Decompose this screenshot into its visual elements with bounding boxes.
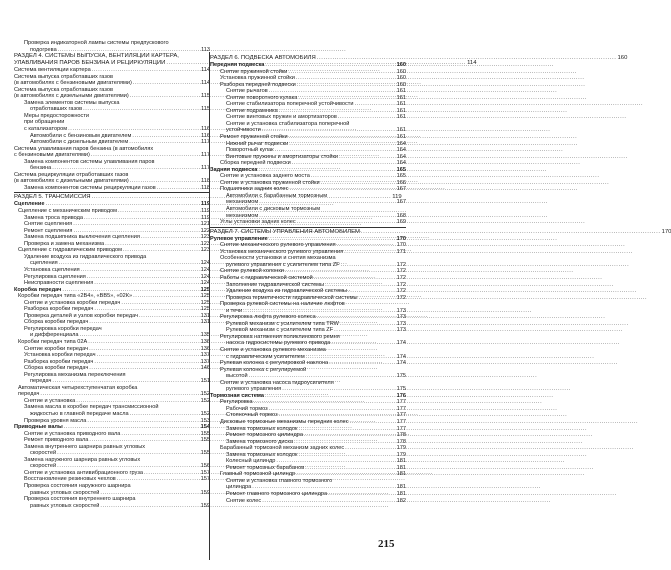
toc-entry-title: с гидравлическим усилителем (226, 353, 305, 360)
toc-entry-page: 172 (396, 261, 406, 268)
toc-entry-page: 131 (200, 319, 210, 326)
toc-entry-title: Замена тормозного диска (226, 438, 294, 445)
toc-entry-page: 172 (396, 281, 406, 288)
toc-entry-page: 124 (200, 260, 210, 267)
toc-entry-page: 117 (201, 152, 210, 159)
toc-entry-title: Ремонт тормозного цилиндра (226, 432, 304, 439)
toc-entry-page: 164 (396, 147, 406, 154)
dot-leader (317, 55, 617, 62)
toc-entry-page: 161 (396, 107, 406, 114)
toc-entry-title: (в автомобилях с бензиновыми двигателями) (14, 80, 132, 87)
toc-entry-title: Разборка коробки передач (24, 358, 94, 365)
toc-entry-title: Ремонт приводного вала (24, 437, 89, 444)
toc-entry-page: 161 (396, 94, 406, 101)
toc-entry-title: Ремонт тормозных барабанов (226, 464, 305, 471)
toc-entry-title: Работы с гидравлической системой (220, 274, 313, 281)
toc-entry-title: Автомобили с бензиновым двигателем (30, 132, 132, 139)
toc-entry-page: 172 (396, 288, 406, 295)
toc-entry-title: Снятие винтовых пружин и амортизаторов (226, 114, 337, 121)
toc-entry-page: 115 (201, 93, 210, 100)
toc-entry-page: 165 (396, 173, 406, 180)
toc-entry-page: 125 (200, 299, 210, 306)
toc-entry-title: Замена подшипника выключения сцепления (24, 234, 140, 241)
toc-entry-title: Снятие и установка насоса гидроусилителя (220, 379, 334, 386)
toc-entry-title: Снятие рычагов (226, 88, 268, 95)
toc-entry-page: 116 (201, 132, 210, 139)
toc-entry-title: Замена элементов системы выпуска (24, 99, 120, 106)
toc-entry-title: Снятие и установка пружинной стойки (220, 179, 320, 186)
toc-entry-title: Снятие колес (226, 497, 262, 504)
dot-leader (297, 219, 395, 226)
toc-entry-title: Снятие и установка (24, 397, 76, 404)
toc-entry-page: 124 (200, 266, 210, 273)
toc-entry-page: 159 (200, 502, 210, 509)
toc-entry-page: 136 (200, 338, 210, 345)
toc-entry-page: 119 (201, 214, 210, 221)
toc-entry-page: 114 (467, 60, 477, 67)
toc-entry-title: Коробки передач типа «2В4», «BB5», «02К» (18, 293, 133, 300)
toc-entry-page: 114 (201, 67, 210, 74)
toc-entry-title: (в автомобилях с дизельными двигателями) (14, 178, 129, 185)
toc-entry-title: Ремонт сцепления (24, 227, 73, 234)
toc-entry-title: подогрева (30, 46, 57, 53)
toc-entry-title: Система выпуска отработавших газов (14, 86, 113, 93)
toc-entry-page: 155 (200, 450, 210, 457)
toc-entry-title: высотой (226, 373, 248, 380)
toc-entry-page: 154 (200, 424, 210, 431)
toc-entry-title: Рулевая колонка с регулируемой (220, 366, 307, 373)
toc-entry-title: Снятие коробки передач (24, 345, 89, 352)
toc-entry-page: 116 (201, 126, 210, 133)
toc-entry-title: Дисковые тормозные механизмы передних колес (220, 418, 349, 425)
toc-entry-page: 170 (661, 228, 671, 235)
toc-entry-title: скоростей (30, 450, 57, 457)
toc-entry-title: Автоматическая четырехступенчатая коробка (18, 384, 138, 391)
toc-entry-page: 160 (617, 55, 628, 61)
toc-entry-page: 157 (200, 469, 210, 476)
toc-entry-page: 123 (200, 247, 210, 254)
toc-entry-title: Замена тормозных колодок (226, 425, 298, 432)
toc-entry-title: Поворотный кулак (226, 147, 274, 154)
toc-entry-page: 123 (200, 234, 210, 241)
toc-entry-page: 181 (396, 484, 406, 491)
toc-entry-page: 157 (200, 476, 210, 483)
toc-entry-page: 165 (396, 166, 406, 173)
toc-entry-title: Установка механического рулевого управления (220, 248, 344, 255)
toc-entry-page: 174 (396, 353, 406, 360)
toc-entry-title: Снятие и установка коробки передач (24, 299, 121, 306)
toc-entry-title: РАЗДЕЛ 6. ПОДВЕСКА АВТОМОБИЛЯ (210, 55, 316, 61)
toc-entry-page: 167 (396, 199, 406, 206)
toc-entry-title: Регулировка люфта рулевого колеса (220, 314, 316, 321)
toc-entry-title: рулевого управления с усилителем типа ZF (226, 261, 340, 268)
toc-entry-title: Регулировка коробки передач (24, 325, 102, 332)
dot-leader (133, 80, 199, 87)
toc-entry-title: жидкостью в главной передаче масла (30, 410, 129, 417)
toc-entry-page: 115 (201, 106, 210, 113)
toc-entry-page: 161 (396, 101, 406, 108)
toc-entry-page: 114 (201, 80, 210, 87)
toc-entry-page: 152 (200, 410, 210, 417)
toc-entry-page: 181 (396, 471, 406, 478)
toc-section-heading (210, 227, 671, 236)
dot-leader (83, 106, 199, 113)
toc-entry-title: Система рециркуляции отработавших газов (14, 171, 129, 178)
toc-entry-page: 135 (200, 332, 210, 339)
dot-leader (331, 340, 395, 347)
toc-entry-title: Снятие и установка приводного вала (24, 430, 121, 437)
toc-entry-title: Рулевая колонка с регулировкой наклона (220, 360, 329, 367)
toc-entry-title: Коробки передач типа 02А (18, 338, 88, 345)
toc-entry-page: 173 (396, 314, 406, 321)
toc-entry-page: 177 (396, 405, 406, 412)
toc-entry-title: Снятие механического рулевого управления (220, 242, 336, 249)
dot-leader (130, 93, 199, 100)
toc-entry-page: 160 (396, 62, 406, 68)
toc-entry-title: передач (18, 391, 40, 398)
page-number: 215 (378, 538, 395, 550)
toc-entry-title: Главный тормозной цилиндр (220, 471, 296, 478)
toc-entry-page: 125 (200, 306, 210, 313)
toc-entry-page: 174 (396, 360, 406, 367)
toc-entry-title: Снятие сцепления (24, 221, 73, 228)
toc-entry-page: 160 (396, 81, 406, 88)
toc-entry-title: Снятие и установка главного тормозного (226, 477, 333, 484)
toc-entry (210, 219, 406, 226)
toc-entry-title: (в автомобилях с дизельными двигателями) (14, 93, 129, 100)
toc-entry-title: Удаление воздуха из гидравлического привода (24, 253, 147, 260)
toc-entry-page: 178 (396, 432, 406, 439)
toc-entry-title: Автомобили с барабанным тормозным (226, 192, 328, 199)
toc-entry-page: 161 (396, 134, 406, 141)
toc-entry-title: Установка пружинной стойки (220, 75, 295, 82)
toc-entry-title: Снятие пружинной стойки (220, 68, 288, 75)
toc-entry-title: Рулевой механизм с усилителем типа TRW (226, 320, 339, 327)
toc-entry-title: при обращении (24, 119, 65, 126)
toc-entry-page: 119 (392, 194, 402, 201)
toc-entry-title: Нижний рычаг подвески (226, 140, 289, 147)
toc-entry-page: 171 (396, 248, 406, 255)
toc-entry-page: 118 (201, 178, 210, 185)
toc-entry-title: Проверка деталей и узлов коробки передач (24, 312, 138, 319)
dot-leader (262, 498, 395, 505)
toc-entry-page: 177 (396, 412, 406, 419)
toc-entry-page: 151 (200, 378, 210, 385)
toc-entry-title: с катализатором (24, 126, 68, 133)
toc-entry-title: равных угловых скоростей (30, 489, 100, 496)
toc-entry-title: Регулировка (220, 399, 253, 406)
toc-entry-title: Проверка уровня масла (24, 417, 87, 424)
dot-leader (361, 229, 661, 236)
toc-entry-page: 174 (396, 340, 406, 347)
toc-entry-title: Сцепление (14, 201, 45, 208)
dot-leader (334, 327, 395, 334)
toc-entry-title: равных угловых скоростей (30, 502, 100, 509)
toc-entry-page: 164 (396, 160, 406, 167)
toc-entry-page: 123 (200, 240, 210, 247)
toc-entry-title: механизмом (226, 199, 259, 206)
toc-entry-title: Система вентиляции картера (14, 67, 91, 74)
toc-entry-title: Система выпуска отработавших газов (14, 73, 113, 80)
toc-entry-page: 161 (396, 114, 406, 121)
toc-entry-title: Автомобили с дисковым тормозным (226, 206, 321, 213)
dot-leader (329, 360, 395, 367)
toc-entry-title: бензина (30, 165, 52, 172)
toc-entry-title: Винтовые пружины и амортизаторы стойки (226, 153, 339, 160)
toc-entry-title: Замена компонентов системы рециркуляции газов (24, 184, 156, 191)
toc-entry-page: 122 (200, 227, 210, 234)
toc-entry-page: 172 (396, 268, 406, 275)
toc-entry-page: 119 (201, 208, 210, 215)
toc-entry-page: 179 (396, 445, 406, 452)
toc-entry-title: Рабочий тормоз (226, 405, 268, 412)
toc-entry-title: Снятие рулевой колонки (220, 268, 284, 275)
toc-entry-title: Рулевое управление (210, 235, 268, 242)
toc-entry-title: Автомобили с дизельным двигателем (30, 139, 129, 146)
toc-entry-page: 137 (200, 352, 210, 359)
toc-entry-title: сцепления (30, 260, 58, 267)
toc-entry-title: Снятие стабилизатора поперечной устойчивости (226, 101, 354, 108)
toc-section-heading (14, 53, 210, 60)
toc-entry-title: Сцепление с гидравлическим приводом (18, 247, 122, 254)
toc-entry-page: 179 (396, 451, 406, 458)
toc-entry-page: 167 (396, 186, 406, 193)
toc-entry-page: 146 (200, 365, 210, 372)
toc-entry-title: Замена внутреннего шарнира равных угловых (24, 443, 146, 450)
toc-entry-title: Передняя подвеска (210, 62, 265, 68)
toc-entry-title: Проверка герметичности гидравлической системы (226, 294, 358, 301)
toc-entry-page: 177 (396, 418, 406, 425)
toc-entry-title: рулевого управления (226, 386, 282, 393)
toc-entry-title: передач (30, 378, 52, 385)
toc-entry-title: Неисправности сцепления (24, 280, 94, 287)
toc-entry-title: РАЗДЕЛ 4. СИСТЕМЫ ВЫПУСКА, ВЕНТИЛЯЦИИ КАРТЕРА, (14, 53, 179, 60)
toc-entry-page: 159 (200, 489, 210, 496)
toc-entry-page: 175 (396, 386, 406, 393)
toc-entry-title: скоростей (30, 463, 57, 470)
toc-entry-page: 160 (396, 68, 406, 75)
toc-entry-page: 172 (396, 294, 406, 301)
dot-leader (359, 295, 395, 302)
toc-entry-page: 117 (201, 139, 210, 146)
toc-entry (14, 503, 210, 510)
toc-entry-title: Снятие поворотного кулака (226, 94, 298, 101)
toc-entry-page: 182 (396, 497, 406, 504)
toc-entry-page: 181 (396, 491, 406, 497)
toc-entry-page: 118 (201, 184, 210, 191)
toc-entry-title: Приводные валы (14, 424, 63, 431)
toc-entry-page: 113 (201, 46, 210, 53)
toc-entry-title: Ремонт главного тормозного цилиндра (226, 491, 328, 497)
toc-entry-title: Особенности установки и снятия механизма (220, 255, 336, 262)
toc-entry-page: 137 (200, 358, 210, 365)
toc-entry-page: 136 (200, 345, 210, 352)
toc-entry-page: 156 (200, 463, 210, 470)
toc-entry-page: 119 (200, 201, 210, 208)
toc-entry-title: Ремонт пружинной стойки (220, 134, 288, 141)
toc-entry-title: отработавших газов (30, 106, 83, 113)
toc-entry-title: Снятие и установка стабилизатора поперечной (226, 120, 350, 127)
toc-entry-title: Меры предосторожности (24, 112, 90, 119)
toc-entry-title: Сборка коробки передач (24, 365, 89, 372)
toc-entry-page: 166 (396, 179, 406, 186)
toc-entry-page: 164 (396, 153, 406, 160)
toc-entry-title: Проверка рулевой системы на наличие люфтов (220, 301, 345, 308)
toc-entry-page: 124 (200, 280, 210, 287)
toc-entry-title: Разборка передней подвески (220, 81, 296, 88)
toc-entry (210, 498, 406, 505)
toc-entry-title: Система улавливания паров бензина (в автомобилях (14, 145, 154, 152)
toc-entry-title: Тормозная система (210, 392, 264, 399)
toc-entry-title: Проверка состояния внутреннего шарнира (24, 496, 136, 503)
toc-entry-title: Снятие и установка антивибрационного груза (24, 469, 144, 476)
toc-entry-title: РАЗДЕЛ 7. СИСТЕМЫ УПРАВЛЕНИЯ АВТОМОБИЛЕМ (210, 228, 360, 235)
toc-entry-title: Стояночный тормоз (226, 412, 278, 419)
toc-entry-title: Задняя подвеска (210, 166, 258, 173)
toc-entry-page: 161 (396, 88, 406, 95)
toc-entry-page: 160 (396, 75, 406, 82)
toc-entry-title: Колесный цилиндр (226, 458, 276, 465)
toc-entry-page: 177 (396, 425, 406, 432)
toc-entry-page: 155 (200, 430, 210, 437)
toc-entry (14, 185, 210, 192)
toc-entry-title: УЛАВЛИВАНИЯ ПАРОВ БЕНЗИНА И РЕЦИРКУЛЯЦИИ (14, 60, 166, 67)
toc-entry-title: Регулировка сцепления (24, 273, 86, 280)
toc-entry-page: 173 (396, 320, 406, 327)
toc-entry-title: Снятие подрамника (226, 107, 278, 114)
dot-leader (100, 503, 199, 510)
toc-entry-title: и дифференциала (30, 332, 79, 339)
toc-entry-title: Замена троса привода (24, 214, 83, 221)
toc-entry-page: 181 (396, 458, 406, 465)
toc-entry-page: 131 (200, 312, 210, 319)
toc-entry-title: цилиндра (226, 484, 252, 491)
toc-entry-title: устойчивости (226, 127, 261, 134)
toc-entry-title: Снятие и установка заднего моста (220, 173, 310, 180)
toc-entry-title: Замена компонентов системы улавливания паров (24, 158, 155, 165)
toc-entry-page: 177 (396, 399, 406, 406)
toc-entry-page: 125 (200, 286, 210, 293)
toc-entry-page: 173 (396, 307, 406, 314)
toc-entry-title: Барабанный тормозной механизм задних колес (220, 445, 345, 452)
toc-entry-page: 121 (200, 221, 210, 228)
toc-entry-page: 176 (396, 392, 406, 399)
toc-entry-page: 155 (200, 437, 210, 444)
toc-entry-title: Снятие и установка рулевого механизма (220, 346, 326, 353)
toc-entry-page: 175 (396, 373, 406, 380)
toc-entry-title: Сборка передней подвески (220, 160, 291, 167)
toc-entry-title: и течи (226, 307, 243, 314)
toc-entry-page: 124 (200, 273, 210, 280)
toc-entry-title: Подшипники задних колес (220, 186, 289, 193)
dot-leader (89, 319, 199, 326)
toc-entry-title: Проверка состояния наружного шарнира (24, 483, 131, 489)
toc-entry-title: Углы установки задних колес (220, 219, 296, 226)
toc-entry-title: Установка сцепления (24, 266, 80, 273)
toc-section-heading (210, 55, 628, 62)
toc-entry-title: Замена наружного шарнира равных угловых (24, 456, 141, 463)
toc-entry-page: 178 (396, 438, 406, 445)
toc-entry-title: Замена тормозных колодок (226, 451, 298, 458)
toc-entry-title: Восстановление резиновых чехлов (24, 476, 116, 483)
toc-entry-title: Разборка коробки передач (24, 306, 94, 313)
toc-entry-title: Заполнение гидравлической системы (226, 281, 325, 288)
dot-leader (344, 249, 395, 256)
toc-entry-title: Сцепление с механическим приводом (18, 208, 117, 215)
toc-entry-page: 161 (396, 127, 406, 134)
toc-entry-page: 117 (201, 165, 210, 172)
toc-entry-page: 170 (396, 235, 406, 242)
toc-entry-title: Коробка передач (14, 286, 62, 293)
toc-entry-page: 172 (396, 274, 406, 281)
toc-entry-title: насоса гидросистемы рулевого привода (226, 340, 331, 347)
toc-entry-page: 168 (396, 212, 406, 219)
toc-entry-page: 173 (396, 327, 406, 334)
toc-entry-title: Проверка и замена механизма (24, 240, 105, 247)
toc-entry-page: 181 (396, 464, 406, 471)
toc-entry-title: Проверка индикаторной лампы системы предпускового (24, 40, 169, 46)
toc-entry-title: Рулевой механизм с усилителем типа ZF (226, 327, 334, 334)
toc-entry-title: Сборка коробки передач (24, 319, 89, 326)
toc-entry-title: с бензиновыми двигателями) (14, 152, 90, 159)
toc-entry-title: Замена масла в коробке передач трансмиссионной (24, 404, 159, 411)
toc-entry-page: 164 (396, 140, 406, 147)
toc-entry-title: Регулировка механизма переключения (24, 371, 126, 378)
toc-entry-title: РАЗДЕЛ 5. ТРАНСМИССИЯ (14, 194, 91, 201)
toc-entry-title: Установка коробки передач (24, 352, 96, 359)
toc-entry-page: 152 (200, 397, 210, 404)
toc-entry-title: Регулировка натяжения поликлинового ремня (220, 333, 340, 340)
toc-entry-page: 125 (200, 293, 210, 300)
toc-entry-page: 152 (200, 391, 210, 398)
toc-entry-page: 153 (200, 417, 210, 424)
toc-entry-page: 169 (396, 219, 406, 226)
dot-leader (157, 185, 199, 192)
toc-entry-title: механизмом (226, 212, 259, 219)
toc-entry-page: 170 (396, 242, 406, 249)
toc-entry-title: Удаление воздуха из гидравлической системы (226, 288, 348, 295)
